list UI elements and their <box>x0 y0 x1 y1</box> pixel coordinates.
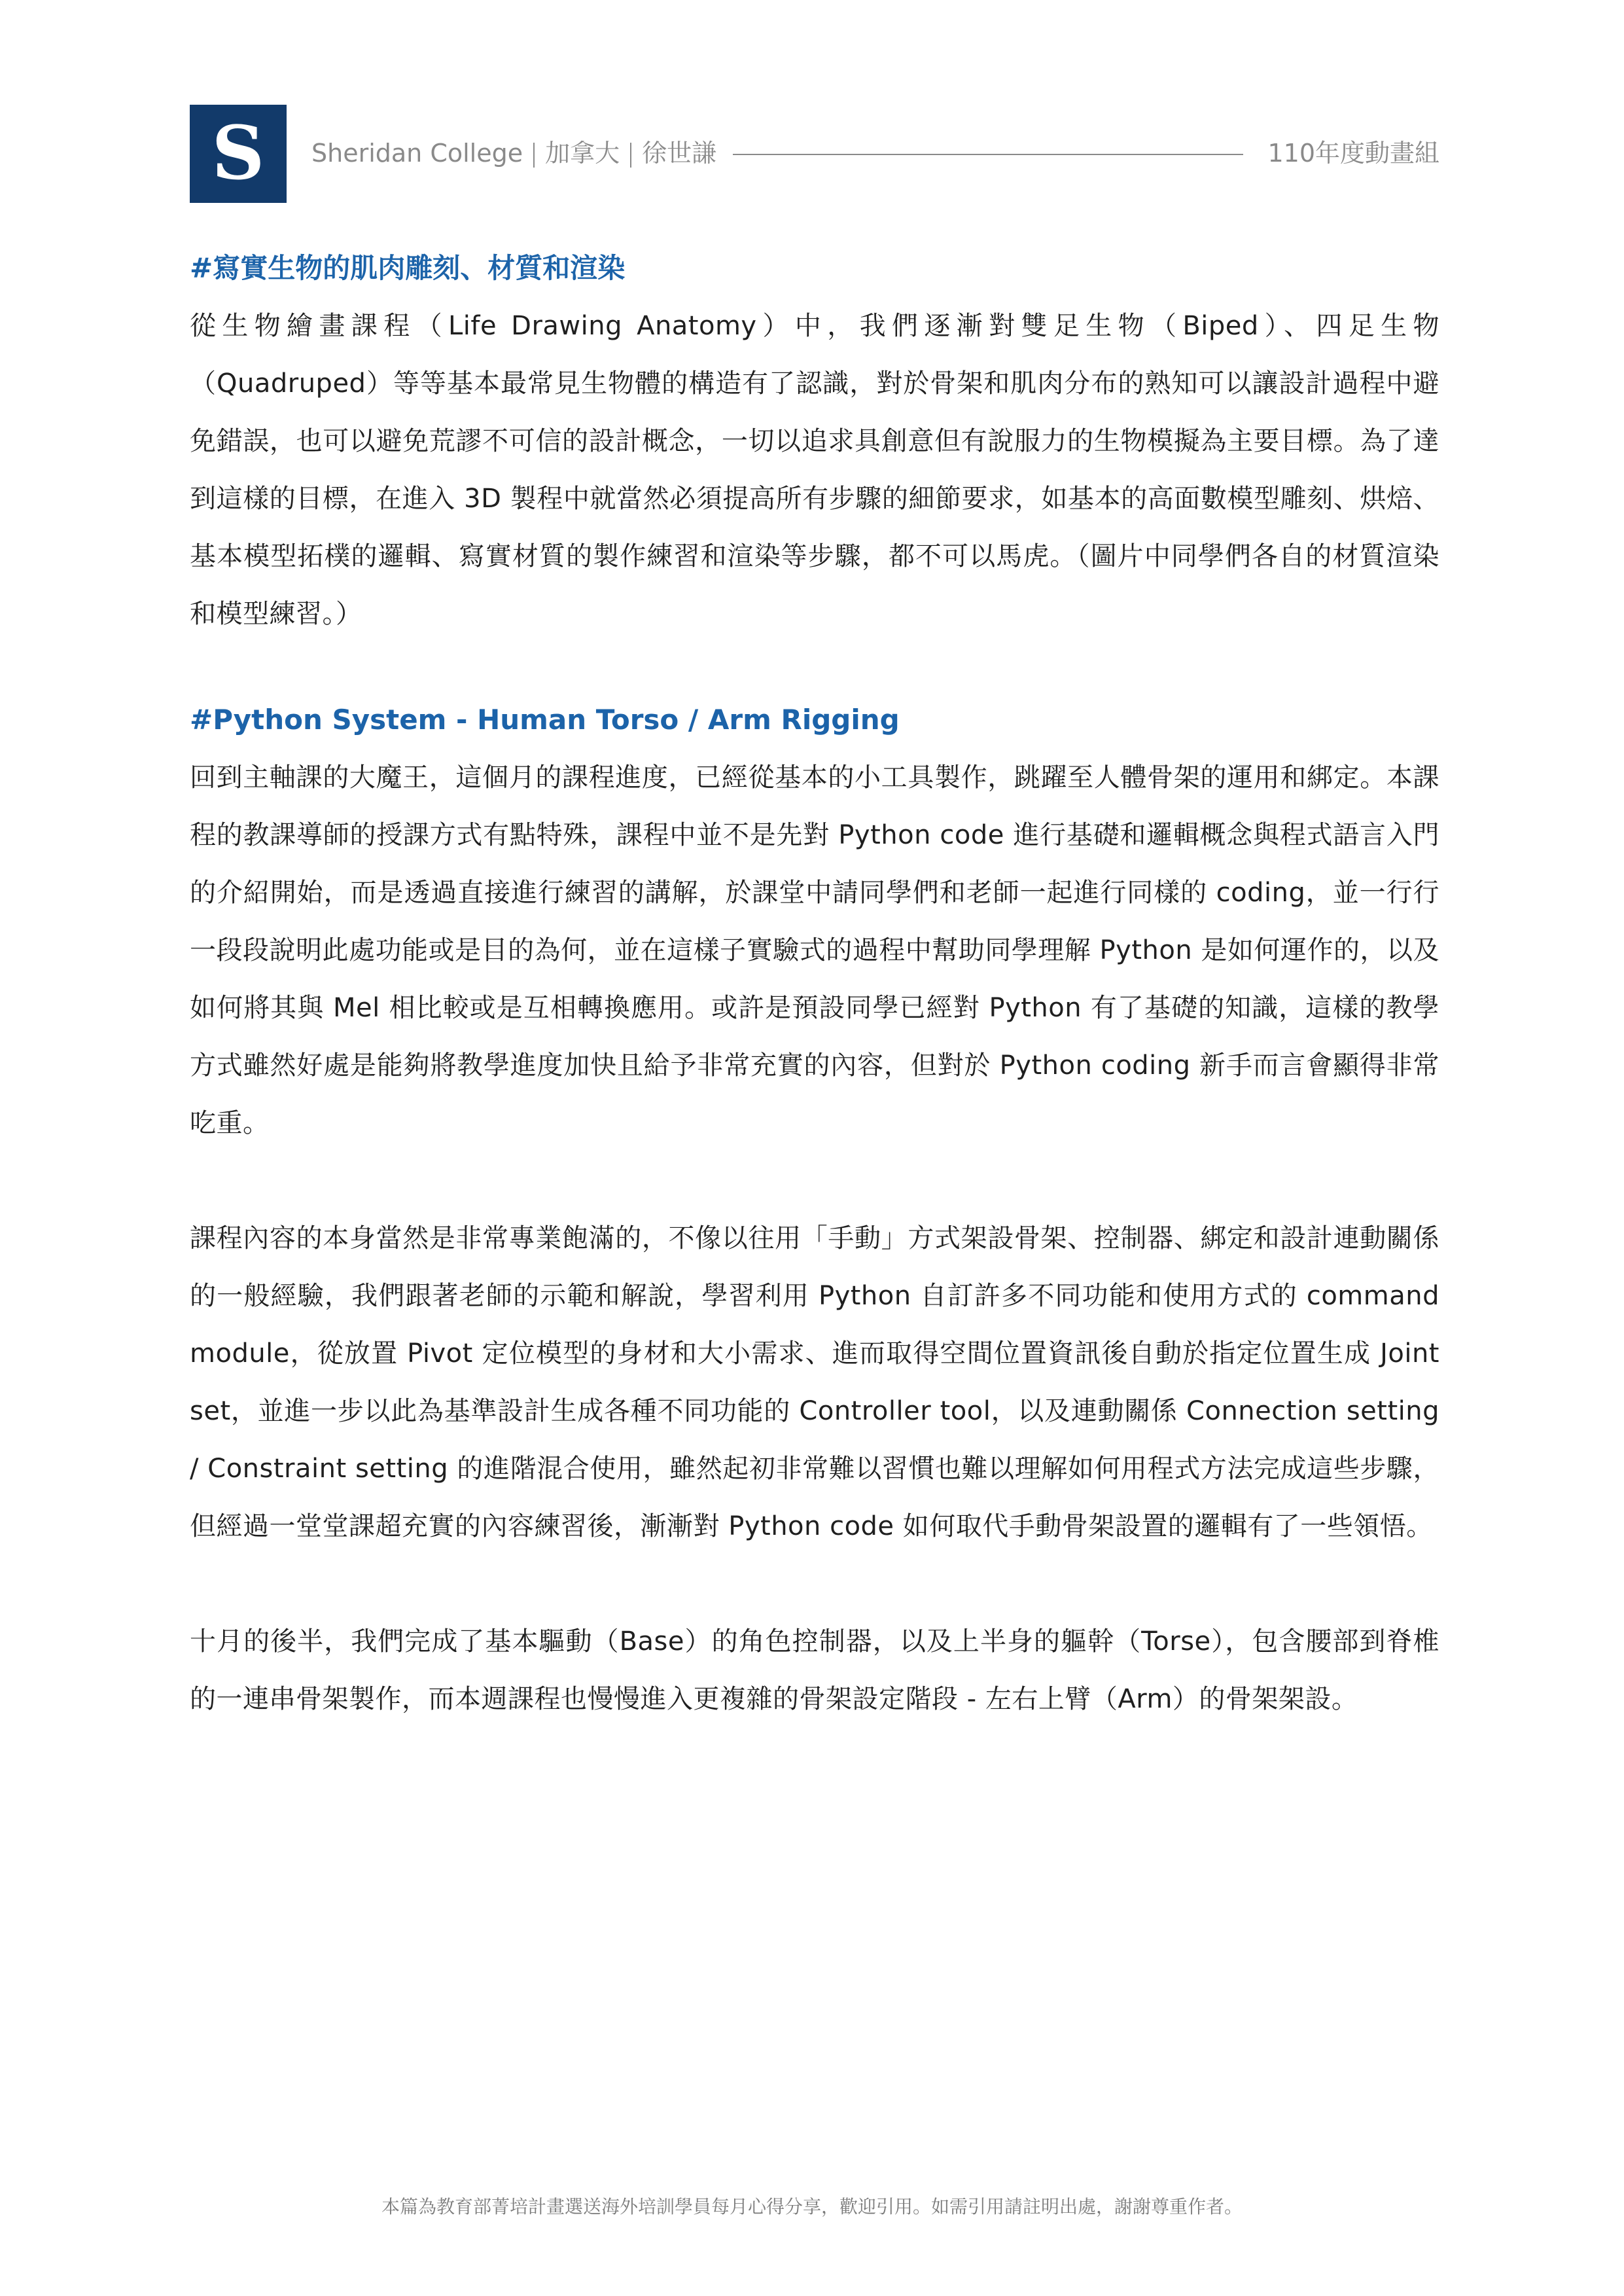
section-title-sculpting: #寫實生物的肌肉雕刻、材質和渲染 <box>190 252 626 284</box>
paragraph-spacer <box>190 1152 1439 1210</box>
page-header <box>190 105 1439 203</box>
header-divider <box>533 143 535 168</box>
sheridan-logo: S <box>190 105 287 203</box>
country-name: 加拿大 <box>545 139 620 168</box>
paragraph: 從生物繪畫課程（Life Drawing Anatomy）中，我們逐漸對雙足生物（Biped）、四足生物（Quadruped）等等基本最常見生物體的構造有了認識，對於骨架和肌肉分布的熟知可以讓設計過程中避免錯誤，也可以避免荒謬不可信的設計概念，一切以追求具創意但有說服力的生物模擬為主要目標。為了達到這樣的目標，在進入 3D 製程中就當然必須提高所有步驟的細節要求，如基本的高面數模型雕刻、烘焙、基本模型拓樸的邏輯、寫實材質的製作練習和渲染等步驟，都不可以馬虎。（圖片中同學們各自的材質渲染和模型練習。） <box>190 311 1439 629</box>
paragraph-spacer <box>190 1555 1439 1613</box>
school-name: Sheridan College <box>311 139 523 168</box>
header-divider <box>630 143 631 168</box>
paragraph: 回到主軸課的大魔王，這個月的課程進度，已經從基本的小工具製作，跳躍至人體骨架的運用和綁定。本課程的教課導師的授課方式有點特殊，課程中並不是先對 Python code 進行基礎和邏輯概念與程式語言入門的介紹開始，而是透過直接進行練習的講解，於課堂中請同學們和老師一起進行同樣的 coding，並一行行一段段說明此處功能或是目的為何，並在這樣子實驗式的過程中幫助同學理解 Python 是如何運作的，以及如何將其與 Mel 相比較或是互相轉換應用。或許是預設同學已經對 Python 有了基礎的知識，這樣的教學方式雖然好處是能夠將教學進度加快且給予非常充實的內容，但對於 Python coding 新手而言會顯得非常吃重。 <box>190 762 1439 1138</box>
paragraph: 十月的後半，我們完成了基本驅動（Base）的角色控制器，以及上半身的軀幹（Torse），包含腰部到脊椎的一連串骨架製作，而本週課程也慢慢進入更複雜的骨架設定階段 - 左右上臂（Arm）的骨架架設。 <box>190 1626 1439 1714</box>
section-title-python-rigging: #Python System - Human Torso / Arm Rigging <box>190 704 900 736</box>
paragraph: 課程內容的本身當然是非常專業飽滿的，不像以往用「手動」方式架設骨架、控制器、綁定和設計連動關係的一般經驗，我們跟著老師的示範和解說，學習利用 Python 自訂許多不同功能和使用方式的 command module，從放置 Pivot 定位模型的身材和大小需求、進而取得空間位置資訊後自動於指定位置生成 Joint set，並進一步以此為基準設計生成各種不同功能的 Controller tool，以及連動關係 Connection setting / Constraint setting 的進階混合使用，雖然起初非常難以習慣也難以理解如何用程式方法完成這些步驟，但經過一堂堂課超充實的內容練習後，漸漸對 Python code 如何取代手動骨架設置的邏輯有了一些領悟。 <box>190 1223 1439 1541</box>
page-footer-note: 本篇為教育部菁培計畫選送海外培訓學員每月心得分享，歡迎引用。如需引用請註明出處，謝謝尊重作者。 <box>381 2196 1243 2217</box>
section-spacer <box>190 643 1439 700</box>
article-body <box>190 249 1439 1728</box>
header-info <box>311 135 716 171</box>
group-label: 110年度動畫組 <box>1267 139 1439 168</box>
author-name: 徐世謙 <box>642 139 717 168</box>
header-rule <box>733 154 1243 155</box>
